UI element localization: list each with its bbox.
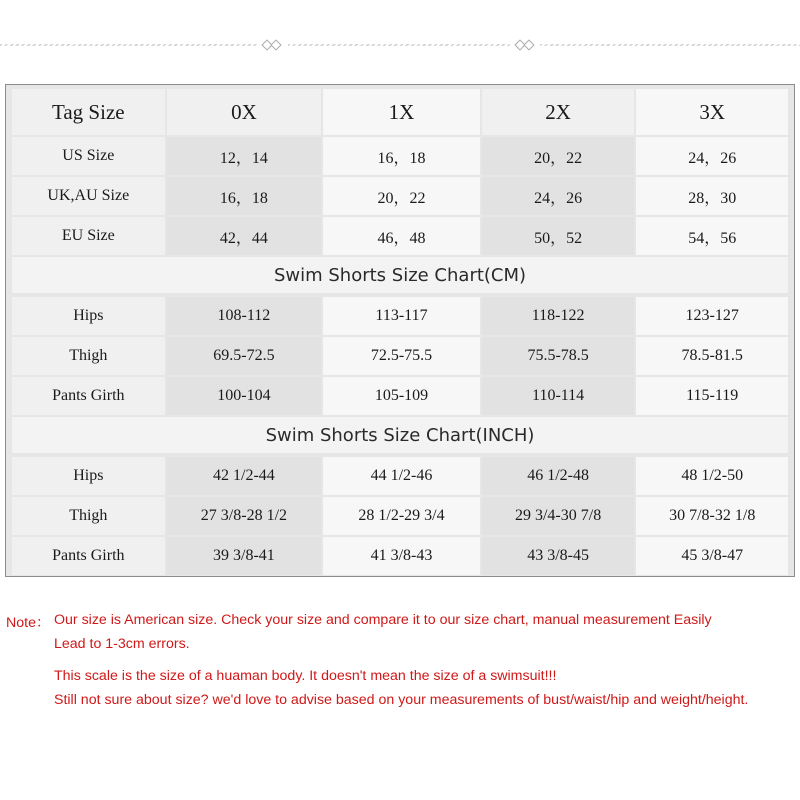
table-cell: 44 1/2-46 bbox=[323, 457, 480, 495]
row-label: UK,AU Size bbox=[12, 177, 165, 215]
table-cell: 108-112 bbox=[167, 297, 322, 335]
table-cell: 46，48 bbox=[323, 217, 480, 255]
table-cell: 113-117 bbox=[323, 297, 480, 335]
table-cell: 43 3/8-45 bbox=[482, 537, 635, 575]
table-cell: 78.5-81.5 bbox=[636, 337, 788, 375]
table-row bbox=[12, 377, 788, 415]
table-row bbox=[12, 537, 788, 575]
table-row bbox=[12, 177, 788, 215]
section-title-inch: Swim Shorts Size Chart(INCH) bbox=[12, 417, 788, 453]
row-label: US Size bbox=[12, 137, 165, 175]
table-cell: 75.5-78.5 bbox=[482, 337, 635, 375]
row-label: Pants Girth bbox=[12, 377, 165, 415]
table-cell: 46 1/2-48 bbox=[482, 457, 635, 495]
diamond-ornament-icon bbox=[523, 39, 534, 50]
table-row bbox=[12, 497, 788, 535]
table-cell: 100-104 bbox=[167, 377, 322, 415]
table-cell: 72.5-75.5 bbox=[323, 337, 480, 375]
table-cell: 27 3/8-28 1/2 bbox=[167, 497, 322, 535]
table-cell: 39 3/8-41 bbox=[167, 537, 322, 575]
header-cell: 1X bbox=[323, 89, 480, 135]
table-cell: 54，56 bbox=[636, 217, 788, 255]
row-label: Pants Girth bbox=[12, 537, 165, 575]
top-decorative-rule bbox=[0, 42, 800, 48]
table-cell: 48 1/2-50 bbox=[636, 457, 788, 495]
table-cell: 42 1/2-44 bbox=[167, 457, 322, 495]
table-cell: 45 3/8-47 bbox=[636, 537, 788, 575]
header-cell: Tag Size bbox=[12, 89, 165, 135]
table-cell: 118-122 bbox=[482, 297, 635, 335]
row-label: Thigh bbox=[12, 337, 165, 375]
table-cell: 24，26 bbox=[482, 177, 635, 215]
table-cell: 69.5-72.5 bbox=[167, 337, 322, 375]
table-cell: 28，30 bbox=[636, 177, 788, 215]
note-prefix: Note： bbox=[6, 615, 51, 631]
table-cell: 123-127 bbox=[636, 297, 788, 335]
table-cell: 16，18 bbox=[167, 177, 322, 215]
row-label: Hips bbox=[12, 457, 165, 495]
table-header-row bbox=[12, 89, 788, 135]
header-cell: 3X bbox=[636, 89, 788, 135]
note-line-1: Our size is American size. Check your size and compare it to our size chart, manual measurement Easily bbox=[54, 612, 712, 628]
header-cell: 2X bbox=[482, 89, 635, 135]
table-cell: 30 7/8-32 1/8 bbox=[636, 497, 788, 535]
table-cell: 16，18 bbox=[323, 137, 480, 175]
row-label: Thigh bbox=[12, 497, 165, 535]
table-cell: 105-109 bbox=[323, 377, 480, 415]
table-cell: 50，52 bbox=[482, 217, 635, 255]
table-cell: 42，44 bbox=[167, 217, 322, 255]
size-chart-table bbox=[5, 84, 795, 577]
table-row bbox=[12, 457, 788, 495]
table-cell: 41 3/8-43 bbox=[323, 537, 480, 575]
table-cell: 12，14 bbox=[167, 137, 322, 175]
table-cell: 115-119 bbox=[636, 377, 788, 415]
table-cell: 29 3/4-30 7/8 bbox=[482, 497, 635, 535]
table-cell: 20，22 bbox=[482, 137, 635, 175]
diamond-ornament-icon bbox=[270, 39, 281, 50]
header-cell: 0X bbox=[167, 89, 322, 135]
section-title-cm: Swim Shorts Size Chart(CM) bbox=[12, 257, 788, 293]
table-cell: 20，22 bbox=[323, 177, 480, 215]
table-cell: 110-114 bbox=[482, 377, 635, 415]
row-label: EU Size bbox=[12, 217, 165, 255]
table-row bbox=[12, 337, 788, 375]
note-line-2: Lead to 1-3cm errors. bbox=[54, 636, 190, 652]
row-label: Hips bbox=[12, 297, 165, 335]
table-row bbox=[12, 137, 788, 175]
note-line-3: This scale is the size of a huaman body. It doesn't mean the size of a swimsuit!!! bbox=[54, 668, 557, 684]
table-row bbox=[12, 297, 788, 335]
table-row bbox=[12, 217, 788, 255]
table-cell: 24，26 bbox=[636, 137, 788, 175]
table-cell: 28 1/2-29 3/4 bbox=[323, 497, 480, 535]
note-line-4: Still not sure about size? we'd love to advise based on your measurements of bust/waist/hip and weight/height. bbox=[54, 692, 749, 708]
